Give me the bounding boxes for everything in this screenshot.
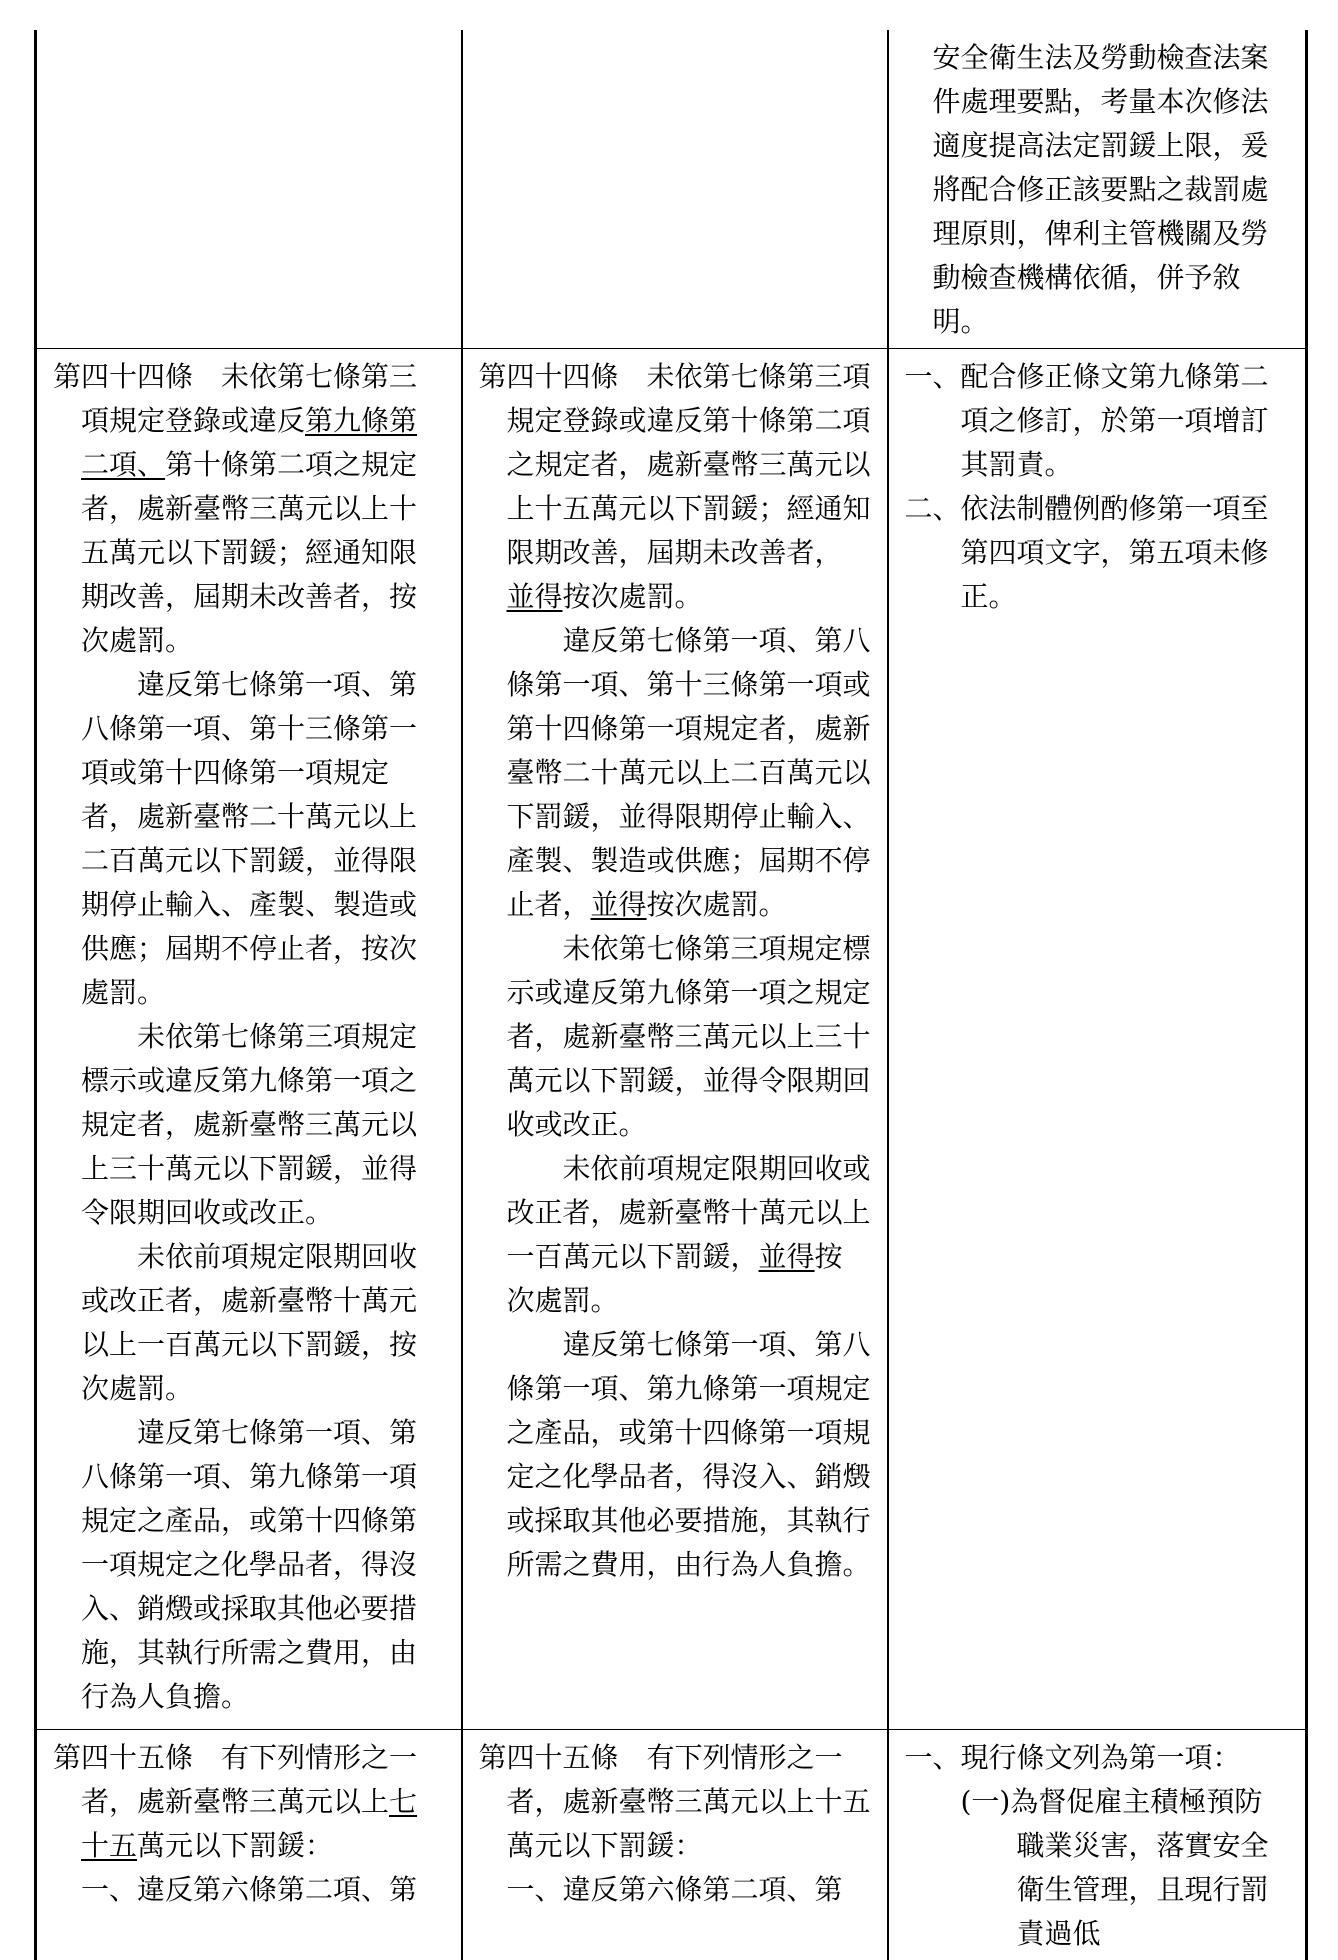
table-row (36, 349, 1307, 1730)
text-run: (一)為督促雇主積極預防職業災害，落實安全衛生管理，且現行罰責過低 (961, 1785, 1269, 1950)
text-run: 萬元以下罰鍰： (137, 1829, 333, 1862)
paragraph (479, 1147, 871, 1323)
article-heading (479, 355, 871, 619)
text-run: 第四十四條 未依第七條第三項規定登錄或違反 (53, 360, 417, 437)
paragraph (479, 927, 871, 1147)
text-run: 未依前項規定限期回收或改正者，處新臺幣十萬元以上一百萬元以下罰鍰， (507, 1152, 871, 1273)
paragraph (53, 1868, 445, 1912)
list-item (905, 487, 1290, 619)
paragraph (53, 663, 445, 1015)
article-heading (53, 1736, 445, 1868)
text-run: 未依第七條第三項規定標示或違反第九條第一項之規定者，處新臺幣三萬元以上三十萬元以下罰鍰，並得令限期回收或改正。 (81, 1020, 417, 1229)
table-row (36, 30, 1307, 349)
current-text-cell (462, 349, 888, 1730)
paragraph (53, 1411, 445, 1719)
table-row (36, 1730, 1307, 1960)
underlined-amendment: 七十五 (81, 1785, 417, 1862)
explanation-cell (888, 30, 1307, 349)
underlined-amendment: 並得 (507, 580, 563, 613)
text-run: 第四十五條 有下列情形之一者，處新臺幣三萬元以上十五萬元以下罰鍰： (479, 1741, 871, 1862)
text-run: 違反第七條第一項、第八條第一項、第九條第一項規定之產品，或第十四條第一項規定之化學品者，得沒入、銷燬或採取其他必要措施，其執行所需之費用，由行為人負擔。 (81, 1416, 417, 1713)
underlined-amendment: 並得 (591, 888, 647, 921)
amendment-comparison-table (34, 30, 1308, 1960)
list-item (905, 355, 1290, 487)
text-run: 二、依法制體例酌修第一項至第四項文字，第五項未修正。 (905, 492, 1269, 613)
list-item (905, 1780, 1290, 1956)
text-run: 一、違反第六條第二項、第 (81, 1873, 417, 1906)
text-run: 未依前項規定限期回收或改正者，處新臺幣十萬元以上一百萬元以下罰鍰，按次處罰。 (81, 1240, 417, 1405)
amended-text-cell (36, 349, 462, 1730)
text-run: 按次處罰。 (563, 580, 703, 613)
current-text-cell (462, 1730, 888, 1960)
text-run: 未依第七條第三項規定標示或違反第九條第一項之規定者，處新臺幣三萬元以上三十萬元以下罰鍰，並得令限期回收或改正。 (507, 932, 871, 1141)
text-run: 一、配合修正條文第九條第二項之修訂，於第一項增訂其罰責。 (905, 360, 1269, 481)
text-run: 按次處罰。 (647, 888, 787, 921)
text-run: 按次處罰。 (507, 1240, 843, 1317)
paragraph (479, 619, 871, 927)
text-run: 違反第七條第一項、第八條第一項、第十三條第一項或第十四條第一項規定者，處新臺幣二十萬元以上二百萬元以下罰鍰，並得限期停止輸入、產製、製造或供應；屆期不停止者， (507, 624, 871, 921)
text-run: 一、現行條文列為第一項： (905, 1741, 1241, 1774)
article-heading (53, 355, 445, 663)
paragraph (479, 1323, 871, 1587)
text-run: 第四十五條 有下列情形之一者，處新臺幣三萬元以上 (53, 1741, 417, 1818)
explanation-cell (888, 1730, 1307, 1960)
paragraph: 安全衛生法及勞動檢查法案件處理要點，考量本次修法適度提高法定罰鍰上限，爰將配合修正該要點之裁罰處理原則，俾利主管機關及勞動檢查機構依循，併予敘明。 (905, 36, 1290, 344)
paragraph (479, 1868, 871, 1912)
text-run: 一、違反第六條第二項、第 (507, 1873, 843, 1906)
amended-text-cell (36, 30, 462, 349)
amended-text-cell (36, 1730, 462, 1960)
current-text-cell (462, 30, 888, 349)
paragraph (53, 1235, 445, 1411)
text-run: 違反第七條第一項、第八條第一項、第九條第一項規定之產品，或第十四條第一項規定之化學品者，得沒入、銷燬或採取其他必要措施，其執行所需之費用，由行為人負擔。 (507, 1328, 871, 1581)
explanation-cell (888, 349, 1307, 1730)
text-run: 第四十四條 未依第七條第三項規定登錄或違反第十條第二項之規定者，處新臺幣三萬元以上十五萬元以下罰鍰；經通知限期改善，屆期未改善者， (479, 360, 871, 569)
text-run: 第十條第二項之規定者，處新臺幣三萬元以上十五萬元以下罰鍰；經通知限期改善，屆期未改善者，按次處罰。 (81, 448, 417, 657)
text-run: 違反第七條第一項、第八條第一項、第十三條第一項或第十四條第一項規定者，處新臺幣二十萬元以上二百萬元以下罰鍰，並得限期停止輸入、產製、製造或供應；屆期不停止者，按次處罰。 (81, 668, 417, 1009)
underlined-amendment: 第九條第二項、 (81, 404, 417, 481)
underlined-amendment: 並得 (759, 1240, 815, 1273)
paragraph (53, 1015, 445, 1235)
list-item (905, 1736, 1290, 1780)
article-heading (479, 1736, 871, 1868)
